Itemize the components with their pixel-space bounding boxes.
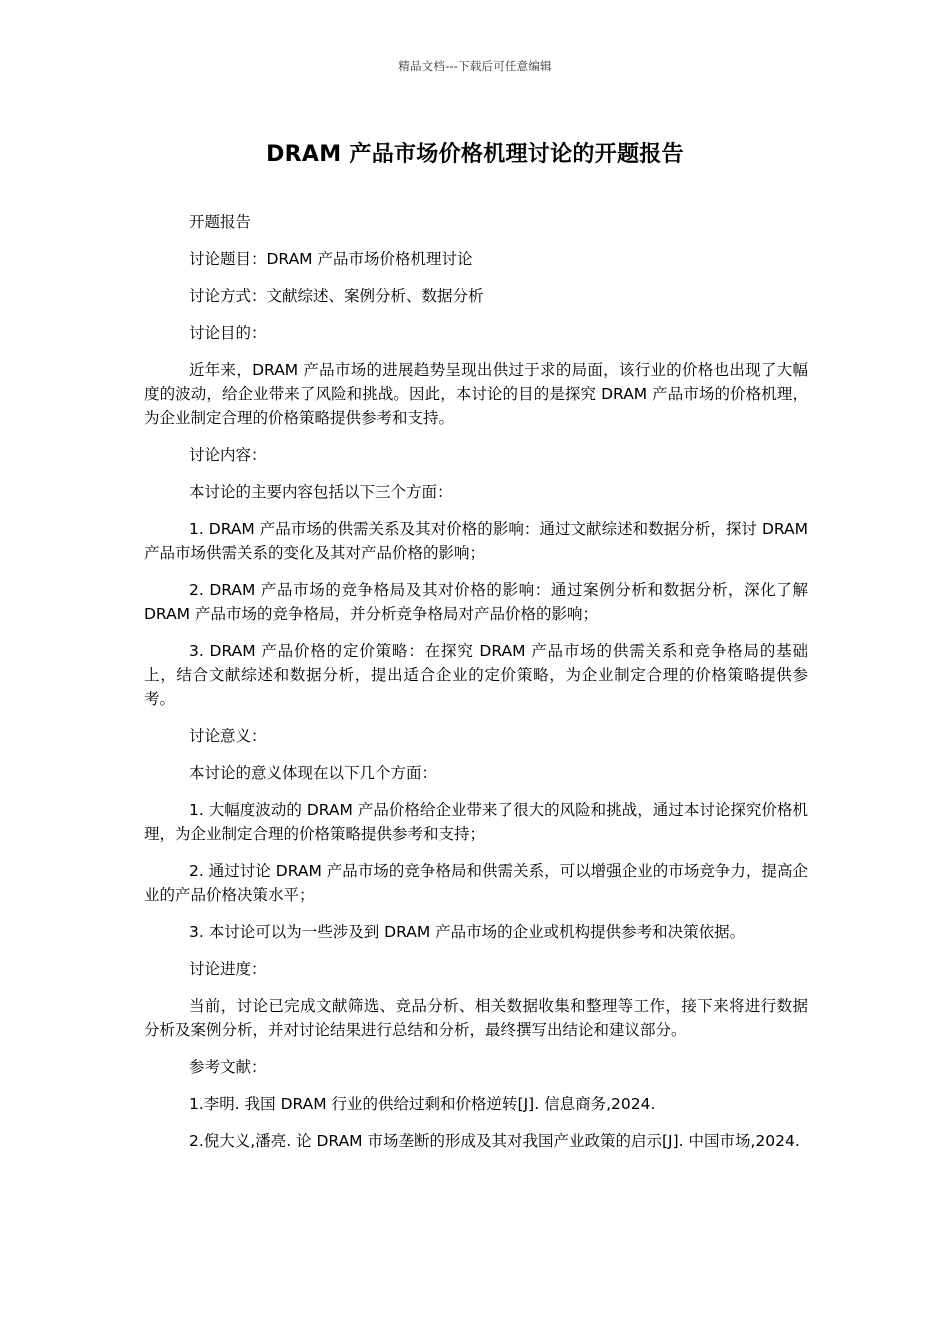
list-item-content-1: 1. DRAM 产品市场的供需关系及其对价格的影响：通过文献综述和数据分析，探讨 DRAM 产品市场供需关系的变化及其对产品价格的影响； <box>144 520 808 562</box>
document-body <box>144 210 808 1166</box>
reference-item-2: 2.倪大义,潘亮. 论 DRAM 市场垄断的形成及其对我国产业政策的启示[J]. 中国市场,2024. <box>189 1132 800 1150</box>
document-title: DRAM 产品市场价格机理讨论的开题报告 <box>266 142 684 167</box>
section-heading-significance: 讨论意义： <box>189 727 267 745</box>
paragraph-report-label: 开题报告 <box>189 213 252 231</box>
list-item-significance-2: 2. 通过讨论 DRAM 产品市场的竞争格局和供需关系，可以增强企业的市场竞争力，提高企业的产品价格决策水平； <box>144 862 808 904</box>
list-item-significance-1: 1. 大幅度波动的 DRAM 产品价格给企业带来了很大的风险和挑战，通过本讨论探究价格机理，为企业制定合理的价格策略提供参考和支持； <box>144 801 808 843</box>
paragraph-significance-intro: 本讨论的意义体现在以下几个方面： <box>189 764 438 782</box>
list-item-content-3: 3. DRAM 产品价格的定价策略：在探究 DRAM 产品市场的供需关系和竞争格局的基础上，结合文献综述和数据分析，提出适合企业的定价策略，为企业制定合理的价格策略提供参考。 <box>144 642 808 708</box>
section-heading-purpose: 讨论目的： <box>189 324 267 342</box>
section-heading-progress: 讨论进度： <box>189 960 267 978</box>
paragraph-content-intro: 本讨论的主要内容包括以下三个方面： <box>189 483 453 501</box>
paragraph-progress: 当前，讨论已完成文献筛选、竞品分析、相关数据收集和整理等工作，接下来将进行数据分析及案例分析，并对讨论结果进行总结和分析，最终撰写出结论和建议部分。 <box>144 997 808 1039</box>
reference-item-1: 1.李明. 我国 DRAM 行业的供给过剩和价格逆转[J]. 信息商务,2024. <box>189 1095 656 1113</box>
section-heading-content: 讨论内容： <box>189 446 267 464</box>
page-header-note: 精品文档---下载后可任意编辑 <box>398 59 552 73</box>
section-heading-references: 参考文献： <box>189 1058 267 1076</box>
paragraph-method: 讨论方式：文献综述、案例分析、数据分析 <box>189 287 484 305</box>
list-item-content-2: 2. DRAM 产品市场的竞争格局及其对价格的影响：通过案例分析和数据分析，深化了解 DRAM 产品市场的竞争格局，并分析竞争格局对产品价格的影响； <box>144 581 808 623</box>
list-item-significance-3: 3. 本讨论可以为一些涉及到 DRAM 产品市场的企业或机构提供参考和决策依据。 <box>189 923 746 941</box>
paragraph-topic: 讨论题目：DRAM 产品市场价格机理讨论 <box>189 250 473 268</box>
paragraph-purpose: 近年来，DRAM 产品市场的进展趋势呈现出供过于求的局面，该行业的价格也出现了大幅度的波动，给企业带来了风险和挑战。因此，本讨论的目的是探究 DRAM 产品市场的价格机理，为企业制定合理的价格策略提供参考和支持。 <box>144 361 808 427</box>
